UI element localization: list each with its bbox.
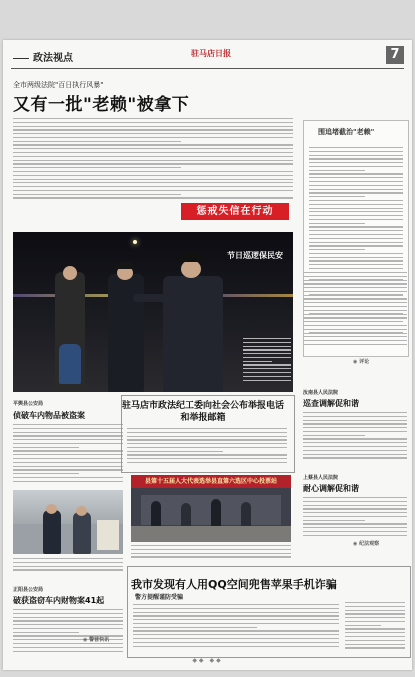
text-line bbox=[133, 604, 339, 605]
text-line bbox=[309, 215, 403, 216]
right-column-text bbox=[303, 272, 407, 350]
text-line bbox=[133, 627, 257, 628]
text-line bbox=[13, 450, 123, 451]
left-logo: ◉ 警营快讯 bbox=[83, 636, 109, 643]
text-line bbox=[13, 628, 123, 629]
text-line bbox=[345, 632, 405, 633]
text-line bbox=[303, 420, 407, 421]
text-line bbox=[243, 364, 291, 365]
stand-caption bbox=[13, 558, 123, 572]
text-line bbox=[309, 177, 403, 178]
text-line bbox=[13, 643, 123, 644]
text-line bbox=[309, 170, 365, 171]
text-line bbox=[309, 211, 403, 212]
page-footer-ornament: ◆◆ ◆◆ bbox=[192, 657, 223, 664]
text-line bbox=[303, 505, 407, 506]
newspaper-page bbox=[3, 40, 412, 670]
text-line bbox=[303, 442, 407, 443]
text-line bbox=[13, 179, 293, 180]
text-line bbox=[309, 158, 403, 159]
text-line bbox=[309, 238, 403, 239]
photo-side-caption bbox=[243, 338, 291, 384]
text-line bbox=[309, 230, 403, 231]
text-line bbox=[303, 291, 407, 292]
text-line bbox=[243, 353, 291, 354]
left-kicker-2: 正阳县公安局 bbox=[13, 587, 44, 593]
text-line bbox=[13, 424, 123, 425]
qq-side-column bbox=[345, 602, 405, 650]
text-line bbox=[345, 621, 405, 622]
text-line bbox=[303, 512, 407, 513]
text-line bbox=[13, 569, 123, 570]
text-line bbox=[309, 166, 403, 167]
text-line bbox=[303, 283, 407, 284]
text-line bbox=[13, 447, 79, 448]
polling-caption bbox=[131, 545, 291, 559]
text-line bbox=[303, 325, 407, 326]
right-kicker-1: 汝南县人民法院 bbox=[303, 390, 339, 396]
text-line bbox=[345, 625, 381, 626]
text-line bbox=[309, 200, 403, 201]
lead-headline: 又有一批"老赖"被拿下 bbox=[13, 95, 190, 115]
text-line bbox=[131, 553, 291, 554]
text-line bbox=[13, 462, 123, 463]
text-line bbox=[303, 446, 407, 447]
text-line bbox=[309, 219, 403, 220]
text-line bbox=[13, 473, 79, 474]
text-line bbox=[303, 535, 407, 536]
text-line bbox=[345, 602, 405, 603]
text-line bbox=[303, 427, 407, 428]
text-line bbox=[127, 451, 223, 452]
section-title: 政法视点 bbox=[13, 49, 73, 64]
text-line bbox=[309, 245, 403, 246]
text-line bbox=[309, 147, 403, 148]
text-line bbox=[303, 431, 407, 432]
officer-left bbox=[108, 274, 144, 392]
header-divider bbox=[11, 68, 404, 69]
text-line bbox=[13, 647, 123, 648]
text-line bbox=[309, 257, 403, 258]
text-line bbox=[303, 438, 407, 439]
text-line bbox=[127, 462, 287, 463]
text-line bbox=[309, 226, 403, 227]
text-line bbox=[345, 636, 405, 637]
text-line bbox=[303, 501, 407, 502]
text-line bbox=[13, 152, 293, 153]
left-headline-2: 破获盗窃车内财物案41起 bbox=[13, 596, 105, 605]
text-line bbox=[345, 617, 405, 618]
right-article-1 bbox=[303, 412, 407, 460]
text-line bbox=[303, 287, 407, 288]
text-line bbox=[13, 182, 293, 183]
text-line bbox=[303, 321, 365, 322]
text-line bbox=[345, 610, 405, 611]
text-line bbox=[309, 189, 403, 190]
right-headline-1: 巡查调解促和谐 bbox=[303, 399, 359, 408]
election-banner: 县第十五届人大代表选举县直第六选区中心投票站 bbox=[131, 475, 291, 488]
text-line bbox=[13, 458, 123, 459]
text-line bbox=[303, 310, 407, 311]
text-line bbox=[243, 361, 272, 362]
text-line bbox=[303, 329, 407, 330]
text-line bbox=[243, 368, 291, 369]
text-line bbox=[303, 416, 407, 417]
text-line bbox=[345, 644, 405, 645]
text-line bbox=[13, 118, 293, 119]
text-line bbox=[303, 454, 407, 455]
text-line bbox=[303, 306, 407, 307]
text-line bbox=[133, 630, 339, 631]
text-line bbox=[127, 454, 287, 455]
text-line bbox=[309, 260, 403, 261]
text-line bbox=[243, 342, 291, 343]
campaign-slogan: 惩戒失信在行动 bbox=[181, 203, 289, 220]
text-line bbox=[13, 126, 293, 127]
text-line bbox=[13, 632, 79, 633]
text-line bbox=[303, 412, 407, 413]
text-line bbox=[131, 556, 291, 557]
text-line bbox=[133, 646, 339, 647]
text-line bbox=[13, 122, 293, 123]
text-line bbox=[13, 175, 293, 176]
text-line bbox=[131, 545, 291, 546]
text-line bbox=[13, 566, 123, 567]
text-line bbox=[13, 148, 293, 149]
text-line bbox=[13, 651, 123, 652]
text-line bbox=[303, 276, 407, 277]
text-line bbox=[309, 181, 403, 182]
text-line bbox=[127, 458, 287, 459]
text-line bbox=[13, 163, 293, 164]
text-line bbox=[309, 223, 365, 224]
text-line bbox=[303, 516, 407, 517]
text-line bbox=[13, 558, 123, 559]
text-line bbox=[13, 609, 123, 610]
police-stand-photo bbox=[13, 490, 123, 554]
left-article-2 bbox=[13, 609, 123, 653]
text-line bbox=[133, 612, 339, 613]
reporting-text bbox=[127, 428, 287, 466]
right-article-2 bbox=[303, 497, 407, 537]
text-line bbox=[309, 173, 403, 174]
text-line bbox=[13, 454, 123, 455]
text-line bbox=[303, 314, 407, 315]
text-line bbox=[13, 129, 293, 130]
text-line bbox=[13, 481, 123, 482]
qq-subhead: 警方提醒谨防受骗 bbox=[135, 594, 184, 601]
text-line bbox=[303, 497, 407, 498]
left-article-1 bbox=[13, 424, 123, 484]
text-line bbox=[13, 428, 123, 429]
page-header bbox=[3, 40, 412, 68]
text-line bbox=[303, 435, 365, 436]
text-line bbox=[309, 268, 403, 269]
right-logo: ◉ 纪法观察 bbox=[353, 540, 379, 547]
text-line bbox=[13, 620, 123, 621]
text-line bbox=[13, 435, 123, 436]
text-line bbox=[13, 194, 181, 195]
text-line bbox=[345, 628, 405, 629]
text-line bbox=[133, 638, 339, 639]
text-line bbox=[133, 623, 339, 624]
left-headline-1: 侦破车内物品被盗案 bbox=[13, 411, 85, 420]
text-line bbox=[243, 376, 291, 377]
text-line bbox=[243, 357, 291, 358]
text-line bbox=[13, 156, 293, 157]
text-line bbox=[13, 562, 123, 563]
lead-article-body bbox=[13, 118, 293, 202]
text-line bbox=[13, 144, 293, 145]
text-line bbox=[127, 436, 287, 437]
text-line bbox=[13, 160, 293, 161]
text-line bbox=[303, 520, 365, 521]
text-line bbox=[345, 647, 405, 648]
text-line bbox=[133, 615, 339, 616]
text-line bbox=[133, 608, 339, 609]
commentary-logo: ◉ 评论 bbox=[353, 358, 369, 365]
text-line bbox=[127, 432, 287, 433]
text-line bbox=[13, 171, 293, 172]
text-line bbox=[303, 527, 407, 528]
text-line bbox=[13, 137, 293, 138]
text-line bbox=[13, 432, 123, 433]
text-line bbox=[243, 338, 291, 339]
text-line bbox=[131, 549, 291, 550]
text-line bbox=[309, 151, 403, 152]
qq-article-body bbox=[133, 604, 339, 650]
text-line bbox=[309, 162, 403, 163]
text-line bbox=[309, 196, 365, 197]
text-line bbox=[13, 617, 123, 618]
text-line bbox=[303, 340, 407, 341]
reporting-headline: 驻马店市政法纪工委向社会公布举报电话和举报邮箱 bbox=[121, 401, 284, 423]
right-kicker-2: 上蔡县人民法院 bbox=[303, 475, 339, 481]
text-line bbox=[309, 204, 403, 205]
text-line bbox=[303, 344, 407, 345]
text-line bbox=[133, 619, 339, 620]
text-line bbox=[243, 349, 291, 350]
qq-headline: 我市发现有人用QQ空间兜售苹果手机诈骗 bbox=[131, 578, 337, 591]
text-line bbox=[303, 272, 407, 273]
text-line bbox=[13, 141, 181, 142]
text-line bbox=[243, 346, 291, 347]
right-headline-2: 耐心调解促和谐 bbox=[303, 484, 359, 493]
text-line bbox=[13, 190, 293, 191]
text-line bbox=[133, 634, 339, 635]
text-line bbox=[303, 508, 407, 509]
text-line bbox=[127, 428, 287, 429]
text-line bbox=[303, 333, 407, 334]
text-line bbox=[13, 443, 123, 444]
text-line bbox=[303, 450, 407, 451]
text-line bbox=[309, 185, 403, 186]
page-number: 7 bbox=[386, 46, 404, 64]
text-line bbox=[13, 477, 123, 478]
masthead: 驻马店日报 bbox=[191, 49, 231, 58]
text-line bbox=[345, 606, 405, 607]
text-line bbox=[13, 186, 293, 187]
text-line bbox=[309, 249, 365, 250]
text-line bbox=[127, 447, 287, 448]
officer-right bbox=[163, 276, 223, 392]
text-line bbox=[303, 523, 407, 524]
text-line bbox=[13, 439, 123, 440]
text-line bbox=[133, 642, 339, 643]
polling-station-photo bbox=[131, 475, 291, 542]
text-line bbox=[13, 133, 293, 134]
text-line bbox=[127, 439, 287, 440]
text-line bbox=[345, 613, 405, 614]
text-line bbox=[13, 613, 123, 614]
text-line bbox=[303, 280, 407, 281]
photo-caption: 节日巡逻保民安 bbox=[227, 251, 283, 260]
left-kicker-1: 平舆县公安局 bbox=[13, 401, 44, 407]
text-line bbox=[303, 457, 407, 458]
text-line bbox=[309, 253, 403, 254]
text-line bbox=[309, 242, 403, 243]
text-line bbox=[303, 298, 407, 299]
text-line bbox=[303, 317, 407, 318]
text-line bbox=[309, 208, 403, 209]
text-line bbox=[309, 234, 403, 235]
text-line bbox=[13, 466, 123, 467]
text-line bbox=[309, 155, 403, 156]
text-line bbox=[243, 380, 291, 381]
text-line bbox=[243, 372, 291, 373]
text-line bbox=[13, 469, 123, 470]
text-line bbox=[303, 302, 407, 303]
commentary-title: 围追堵截治"老赖" bbox=[318, 128, 375, 136]
text-line bbox=[303, 336, 407, 337]
text-line bbox=[303, 423, 407, 424]
text-line bbox=[345, 640, 405, 641]
text-line bbox=[303, 295, 365, 296]
text-line bbox=[127, 443, 287, 444]
text-line bbox=[13, 624, 123, 625]
text-line bbox=[303, 531, 407, 532]
text-line bbox=[309, 192, 403, 193]
text-line bbox=[13, 197, 293, 198]
text-line bbox=[13, 167, 181, 168]
lead-kicker: 全市两级法院"百日执行风暴" bbox=[13, 81, 104, 89]
text-line bbox=[309, 264, 403, 265]
